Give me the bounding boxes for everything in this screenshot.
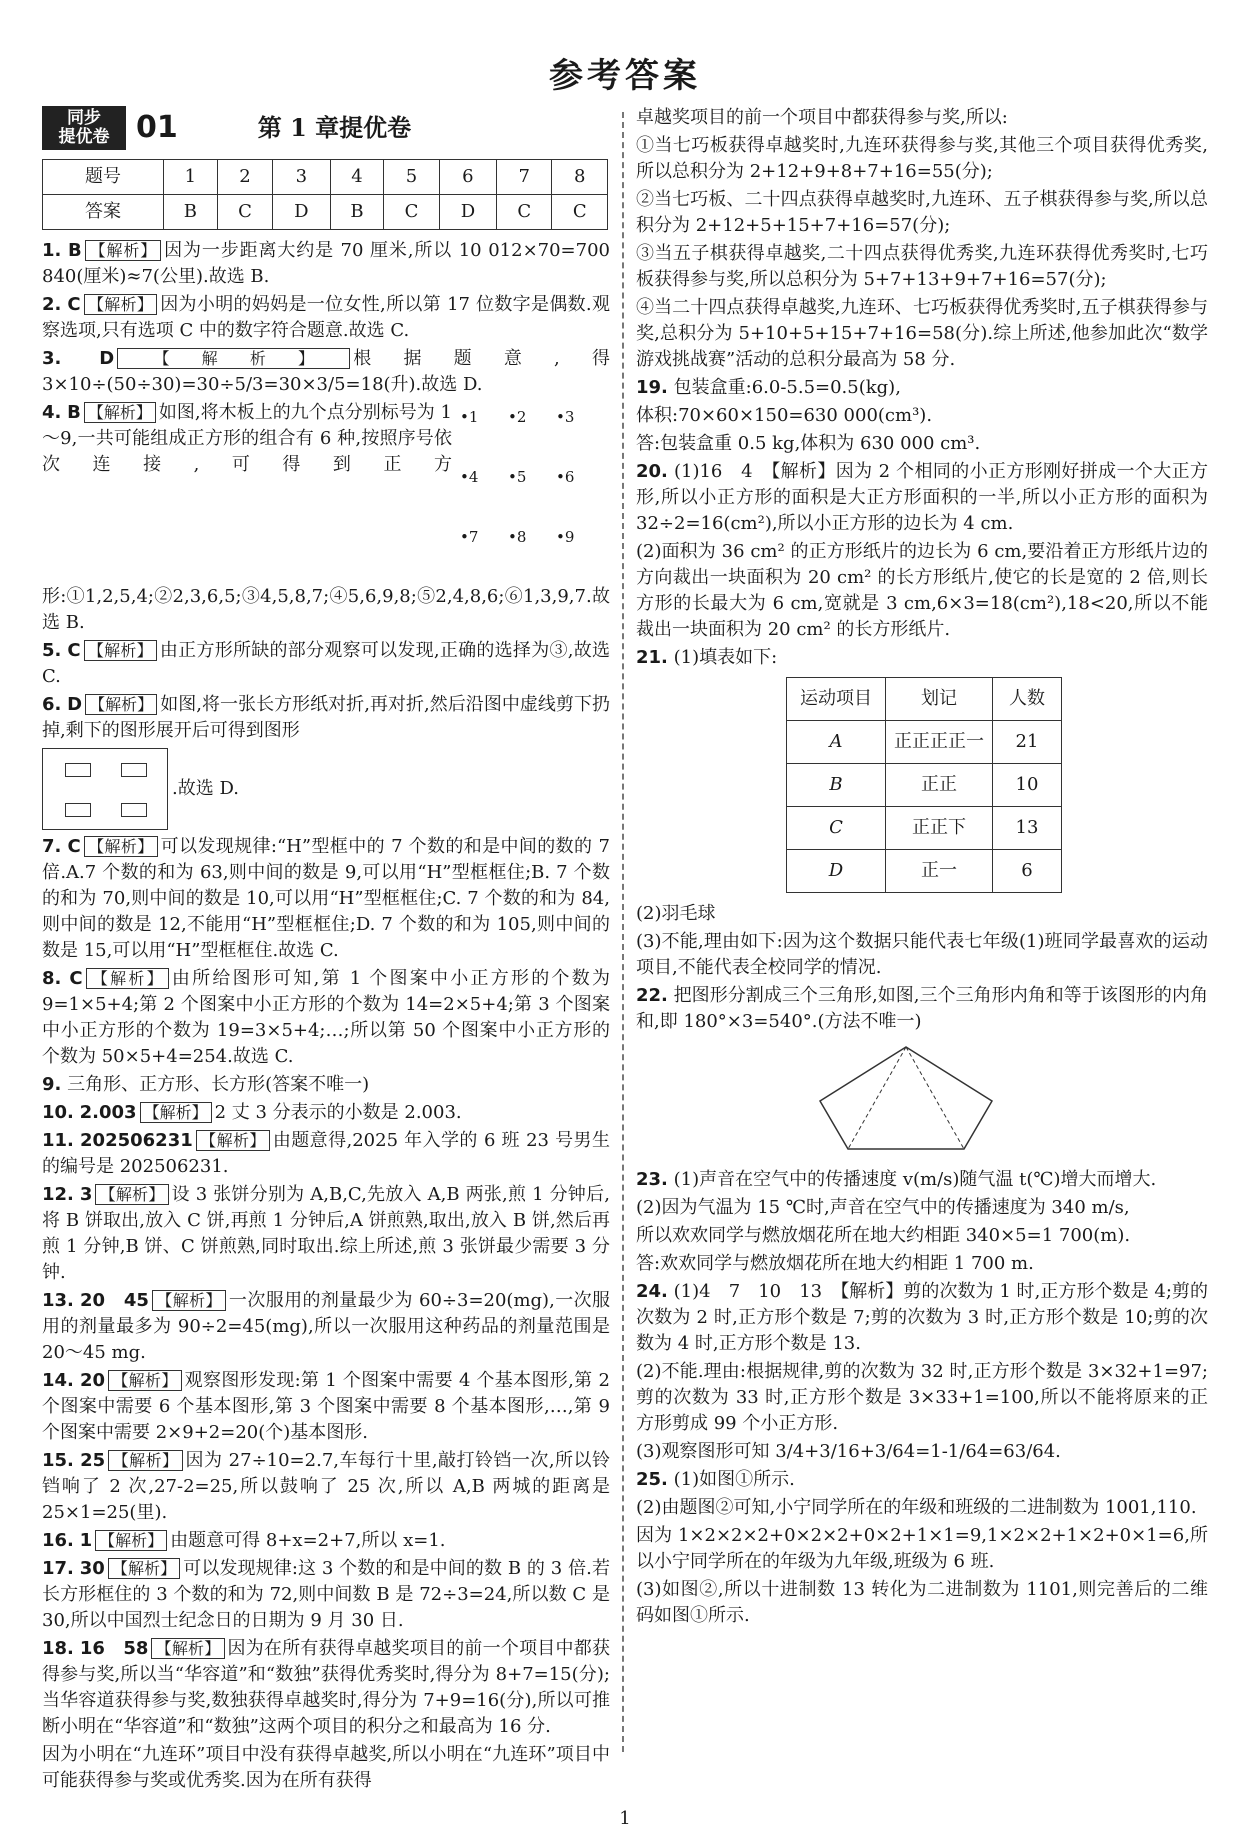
grid-dot: •1: [460, 408, 479, 426]
answer-table-answer: C: [217, 195, 272, 230]
answer-item: [636, 901, 1208, 927]
answer-item: [42, 638, 610, 690]
answer-table: [42, 159, 608, 230]
item-text: (1)填表如下:: [673, 647, 778, 668]
item-text: 因为小明的妈妈是一位女性,所以第 17 位数字是偶数.观察选项,只有选项 C 中的数字符合题意.故选 C.: [42, 294, 610, 341]
item-text: (2)羽毛球: [636, 903, 716, 924]
answer-item: [636, 241, 1208, 293]
answer-table-answer: B: [330, 195, 384, 230]
answer-item: [42, 292, 610, 344]
grid-dot: •2: [508, 408, 527, 426]
item-text: 如图,将一张长方形纸对折,再对折,然后沿图中虚线剪下扔掉,剩下的图形展开后可得到图形: [42, 694, 610, 741]
grid-dot: •5: [508, 468, 527, 486]
item-answer: D: [67, 694, 83, 715]
cut-hole: [65, 803, 91, 817]
answer-item: [636, 295, 1208, 373]
answer-item: [636, 1279, 1208, 1357]
item-text: (2)面积为 36 cm² 的正方形纸片的边长为 6 cm,要沿着正方形纸片边的方向裁出一块面积为 20 cm² 的长方形纸片,使它的长是宽的 2 倍,则长方形的长最大为 6 cm,宽就是 3 cm,6×3=18(cm²),18<20,所以不能裁出一块面积为 20 cm² 的长方形纸片.: [636, 541, 1208, 640]
item-text: 由题意得,2025 年入学的 6 班 23 号男生的编号是 202506231.: [42, 1130, 610, 1177]
jiexi-label: 【解析】: [84, 836, 158, 857]
item-number: 11.: [42, 1130, 74, 1151]
answer-item: [636, 645, 1208, 671]
item-text: (3)不能,理由如下:因为这个数据只能代表七年级(1)班同学最喜欢的运动项目,不能代表全校同学的情况.: [636, 931, 1208, 978]
item-text: 设 3 张饼分别为 A,B,C,先放入 A,B 两张,煎 1 分钟后,将 B 饼取出,放入 C 饼,再煎 1 分钟后,A 饼煎熟,取出,放入 B 饼,然后再煎 1 分钟,B 饼、C 饼煎熟,同时取出.综上所述,煎 3 张饼最少需要 3 分钟.: [42, 1184, 610, 1283]
cut-hole: [121, 803, 147, 817]
answer-item: [636, 105, 1208, 131]
answer-item: [636, 1195, 1208, 1221]
item-text: 因为小明在“九连环”项目中没有获得卓越奖,所以小明在“九连环”项目中可能获得参与奖或优秀奖.因为在所有获得: [42, 1744, 610, 1791]
item-text: 由正方形所缺的部分观察可以发现,正确的选择为③,故选 C.: [42, 640, 610, 687]
item-text: 根据题意,得 3×10÷(50÷30)=30÷5/3=30×3/5=18(升).故选 D.: [42, 348, 610, 395]
answer-item: [42, 1742, 610, 1794]
answer-table-number: 7: [497, 160, 552, 195]
tally-cell: 13: [993, 807, 1062, 850]
badge-line-2: 提优卷: [58, 127, 110, 147]
answer-table-number: 8: [552, 160, 608, 195]
item-number: 3.: [42, 348, 62, 369]
item-text: (1)4 7 10 13 【解析】剪的次数为 1 时,正方形个数是 4;剪的次数为 2 时,正方形个数是 7;剪的次数为 3 时,正方形个数是 10;剪的次数为 4 时,正方形个数是 13.: [636, 1281, 1208, 1354]
item-text: 所以欢欢同学与燃放烟花所在地大约相距 340×5=1 700(m).: [636, 1225, 1131, 1246]
item-number: 7.: [42, 836, 62, 857]
item-text: 包装盒重:6.0-5.5=0.5(kg),: [673, 377, 901, 398]
grid-dot: •3: [556, 408, 575, 426]
item-text: 可以发现规律:“H”型框中的 7 个数的和是中间的数的 7 倍.A.7 个数的和为 63,则中间的数是 9,可以用“H”型框框住;B. 7 个数的和为 70,则中间的数是 10,可以用“H”型框框住;C. 7 个数的和为 84,则中间的数是 12,不能用“H”型框框住;D. 7 个数的和为 105,则中间的数是 15,可以用“H”型框框住.故选 C.: [42, 836, 610, 961]
right-column: [636, 105, 1208, 1631]
item-number: 21.: [636, 647, 668, 668]
item-number: 20.: [636, 461, 668, 482]
item-number: 4.: [42, 402, 62, 423]
item-text: ③当五子棋获得卓越奖,二十四点获得优秀奖,九连环获得优秀奖时,七巧板获得参与奖,所以总积分为 5+7+13+9+7+16=57(分);: [636, 243, 1208, 290]
jiexi-label: 【解析】: [152, 1290, 226, 1311]
item-text: 三角形、正方形、长方形(答案不唯一): [67, 1074, 370, 1095]
jiexi-label: 【解析】: [108, 1558, 180, 1579]
answer-table-label: 题号: [43, 160, 164, 195]
answer-item: [42, 834, 610, 964]
tally-cell: 正正: [886, 764, 993, 807]
item-number: 25.: [636, 1469, 668, 1490]
item-text: 由所给图形可知,第 1 个图案中小正方形的个数为 9=1×5+4;第 2 个图案中小正方形的个数为 14=2×5+4;第 3 个图案中小正方形的个数为 19=3×5+4;…;所以第 50 个图案中小正方形的个数为 50×5+4=254.故选 C.: [42, 968, 610, 1067]
item-text: 因为在所有获得卓越奖项目的前一个项目中都获得参与奖,所以当“华容道”和“数独”获得优秀奖时,得分为 8+7=15(分);当华容道获得参与奖,数独获得卓越奖时,得分为 7+9=16(分),所以可推断小明在“华容道”和“数独”这两个项目的积分之和最高为 16 分.: [42, 1638, 610, 1737]
pentagon-figure: [816, 1043, 996, 1153]
answer-item: [636, 187, 1208, 239]
jiexi-label: 【解析】: [95, 1184, 168, 1205]
item-number: 10.: [42, 1102, 74, 1123]
answer-item: [42, 400, 610, 636]
item-number: 6.: [42, 694, 62, 715]
section-number: 01: [136, 110, 178, 145]
answer-item: [42, 1368, 610, 1446]
item-answer: 202506231: [80, 1130, 193, 1151]
item-text: (2)由题图②可知,小宁同学所在的年级和班级的二进制数为 1001,110.: [636, 1497, 1197, 1518]
answer-item: [636, 403, 1208, 429]
answer-table-answer: B: [163, 195, 217, 230]
item-number: 17.: [42, 1558, 74, 1579]
item-answer: 1: [79, 1530, 93, 1551]
item-number: 16.: [42, 1530, 74, 1551]
tally-cell: 正正下: [886, 807, 993, 850]
answer-item: [636, 133, 1208, 185]
tally-cell: D: [787, 850, 886, 893]
answer-table-number: 1: [163, 160, 217, 195]
item-text: 可以发现规律:这 3 个数的和是中间的数 B 的 3 倍.若长方形框住的 3 个数的和为 72,则中间数 B 是 72÷3=24,所以数 C 是 30,所以中国烈士纪念日的日期为 9 月 30 日.: [42, 1558, 610, 1631]
tally-cell: 10: [993, 764, 1062, 807]
item-number: 2.: [42, 294, 62, 315]
item-answer: D: [99, 348, 115, 369]
tally-header: 运动项目: [787, 678, 886, 721]
answer-list: [636, 1167, 1208, 1629]
answer-item: [42, 692, 610, 744]
item-number: 14.: [42, 1370, 74, 1391]
item-text: 2 丈 3 分表示的小数是 2.003.: [214, 1102, 462, 1123]
dot-grid-figure: [460, 404, 610, 584]
tally-cell: A: [787, 721, 886, 764]
paper-figure: [42, 748, 610, 830]
page-number: 1: [619, 1808, 631, 1829]
item-text: 由题意可得 8+x=2+7,所以 x=1.: [170, 1530, 446, 1551]
tally-header: 划记: [886, 678, 993, 721]
answer-item: [636, 1523, 1208, 1575]
item-number: 9.: [42, 1074, 62, 1095]
unfolded-paper: [42, 748, 168, 830]
answer-item: [636, 1439, 1208, 1465]
answer-item: [42, 966, 610, 1070]
grid-dot: •8: [508, 528, 527, 546]
tally-cell: 6: [993, 850, 1062, 893]
item-text: ①当七巧板获得卓越奖时,九连环获得参与奖,其他三个项目获得优秀奖,所以总积分为 2+12+9+8+7+16=55(分);: [636, 135, 1208, 182]
grid-dot: •9: [556, 528, 575, 546]
answer-item: [636, 1223, 1208, 1249]
answer-list: [42, 238, 610, 1794]
cut-hole: [65, 763, 91, 777]
jiexi-label: 【解析】: [85, 694, 157, 715]
item-number: 18.: [42, 1638, 74, 1659]
answer-table-number: 6: [439, 160, 496, 195]
jiexi-label: 【解析】: [84, 640, 157, 661]
chapter-title: 第 1 章提优卷: [257, 113, 412, 142]
jiexi-label: 【解析】: [108, 1370, 182, 1391]
item-number: 23.: [636, 1169, 668, 1190]
jiexi-label: 【解析】: [85, 240, 161, 261]
item-number: 22.: [636, 985, 668, 1006]
answer-item: [636, 983, 1208, 1035]
item-text: (2)因为气温为 15 ℃时,声音在空气中的传播速度为 340 m/s,: [636, 1197, 1130, 1218]
badge-line-1: 同步: [67, 108, 101, 128]
item-text: 因为一步距离大约是 70 厘米,所以 10 012×70=700 840(厘米)≈7(公里).故选 B.: [42, 240, 610, 287]
answer-table-number: 3: [273, 160, 330, 195]
answer-list: [636, 901, 1208, 1035]
item-text: (1)声音在空气中的传播速度 v(m/s)随气温 t(℃)增大而增大.: [673, 1169, 1157, 1190]
tally-cell: 21: [993, 721, 1062, 764]
item-text: 因为 27÷10=2.7,车每行十里,敲打铃铛一次,所以铃铛响了 2 次,27-2=25,所以鼓响了 25 次,所以 A,B 两城的距离是 25×1=25(里).: [42, 1450, 610, 1523]
item-answer: 2.003: [79, 1102, 137, 1123]
jiexi-label: 【解析】: [86, 968, 169, 989]
item-number: 5.: [42, 640, 62, 661]
item-number: 13.: [42, 1290, 74, 1311]
answer-table-number: 5: [384, 160, 439, 195]
jiexi-label: 【解析】: [196, 1130, 270, 1151]
answer-table-answer: C: [552, 195, 608, 230]
item-answer: C: [67, 294, 81, 315]
answer-item: [42, 1636, 610, 1740]
section-header: [42, 105, 610, 151]
answer-item: [42, 1528, 610, 1554]
item-text: 一次服用的剂量最少为 60÷3=20(mg),一次服用的剂量最多为 90÷2=45(mg),所以一次服用这种药品的剂量范围是 20～45 mg.: [42, 1290, 610, 1363]
tally-cell: 正正正正一: [886, 721, 993, 764]
answer-table-answer: D: [273, 195, 330, 230]
answer-table-number: 2: [217, 160, 272, 195]
jiexi-label: 【解析】: [117, 348, 350, 369]
answer-item: [42, 1100, 610, 1126]
item-answer: C: [67, 640, 81, 661]
item-answer: 20: [79, 1370, 106, 1391]
item-answer: 30: [79, 1558, 105, 1579]
item-number: 8.: [42, 968, 62, 989]
item-text: 答:包装盒重 0.5 kg,体积为 630 000 cm³.: [636, 433, 981, 454]
item-text: 把图形分割成三个三角形,如图,三个三角形内角和等于该图形的内角和,即 180°×3=540°.(方法不唯一): [636, 985, 1208, 1032]
jiexi-label: 【解析】: [108, 1450, 182, 1471]
item-text: 如图,将木板上的九个点分别标号为 1～9,一共可能组成正方形的组合有 6 种,按照序号依次连接,可得到正方形:①1,2,5,4;②2,3,6,5;③4,5,8,7;④5,6,9,8;⑤2,4,8,6;⑥1,3,9,7.故选 B.: [42, 402, 610, 633]
jiexi-label: 【解析】: [95, 1530, 167, 1551]
answer-table-answer: C: [497, 195, 552, 230]
answer-item: [42, 238, 610, 290]
answer-item: [42, 1182, 610, 1286]
answer-item: [636, 459, 1208, 537]
answer-item: [636, 1577, 1208, 1629]
item-number: 1.: [42, 240, 62, 261]
answer-item: [636, 1495, 1208, 1521]
answer-list: [636, 105, 1208, 671]
item-answer: B: [67, 240, 82, 261]
tally-table: [786, 677, 1062, 893]
item-text: 观察图形发现:第 1 个图案中需要 4 个基本图形,第 2 个图案中需要 6 个基本图形,第 3 个图案中需要 8 个基本图形,…,第 9 个图案中需要 2×9+2=20(个)基本图形.: [42, 1370, 610, 1443]
answer-table-label: 答案: [43, 195, 164, 230]
item-answer: B: [67, 402, 81, 423]
answer-item: [636, 929, 1208, 981]
item-text: (1)16 4 【解析】因为 2 个相同的小正方形刚好拼成一个大正方形,所以小正方形的面积是大正方形面积的一半,所以小正方形的面积为 32÷2=16(cm²),所以小正方形的边长为 4 cm.: [636, 461, 1208, 534]
answer-item: [42, 346, 610, 398]
cut-hole: [121, 763, 147, 777]
item-text: ②当七巧板、二十四点获得卓越奖时,九连环、五子棋获得参与奖,所以总积分为 2+12+5+15+7+16=57(分);: [636, 189, 1208, 236]
item-text: (3)如图②,所以十进制数 13 转化为二进制数为 1101,则完善后的二维码如图①所示.: [636, 1579, 1208, 1626]
answer-table-answer: C: [384, 195, 439, 230]
item-answer: 3: [79, 1184, 93, 1205]
jiexi-label: 【解析】: [84, 402, 156, 423]
item-text: .故选 D.: [172, 778, 239, 799]
item-text: 体积:70×60×150=630 000(cm³).: [636, 405, 933, 426]
page-title: 参考答案: [549, 56, 701, 96]
left-column: [42, 105, 610, 1796]
item-text: ④当二十四点获得卓越奖,九连环、七巧板获得优秀奖时,五子棋获得参与奖,总积分为 5+10+5+15+7+16=58(分).综上所述,他参加此次“数学游戏挑战赛”活动的总积分最高为 58 分.: [636, 297, 1208, 370]
grid-dot: •6: [556, 468, 575, 486]
item-answer: C: [67, 836, 81, 857]
answer-item: [636, 539, 1208, 643]
column-divider: [622, 112, 624, 1752]
item-text: (1)如图①所示.: [673, 1469, 795, 1490]
tally-cell: C: [787, 807, 886, 850]
item-number: 12.: [42, 1184, 74, 1205]
item-text: (2)不能.理由:根据规律,剪的次数为 32 时,正方形个数是 3×32+1=97;剪的次数为 33 时,正方形个数是 3×33+1=100,所以不能将原来的正方形剪成 99 个小正方形.: [636, 1361, 1208, 1434]
tally-cell: B: [787, 764, 886, 807]
grid-dot: •7: [460, 528, 479, 546]
jiexi-label: 【解析】: [151, 1638, 224, 1659]
answer-item: [636, 1467, 1208, 1493]
item-answer: 25: [80, 1450, 106, 1471]
answer-item: [42, 1556, 610, 1634]
jiexi-label: 【解析】: [140, 1102, 212, 1123]
answer-item: [42, 1128, 610, 1180]
answer-item: [42, 1288, 610, 1366]
item-number: 24.: [636, 1281, 668, 1302]
answer-item: [42, 1072, 610, 1098]
grid-dot: •4: [460, 468, 479, 486]
answer-table-answer: D: [439, 195, 496, 230]
section-badge: [42, 106, 126, 150]
item-text: (3)观察图形可知 3/4+3/16+3/64=1-1/64=63/64.: [636, 1441, 1061, 1462]
tally-cell: 正一: [886, 850, 993, 893]
answer-item: [636, 1251, 1208, 1277]
tally-header: 人数: [993, 678, 1062, 721]
item-answer: 16 58: [79, 1638, 149, 1659]
item-text: 卓越奖项目的前一个项目中都获得参与奖,所以:: [636, 107, 1008, 128]
item-text: 答:欢欢同学与燃放烟花所在地大约相距 1 700 m.: [636, 1253, 1034, 1274]
answer-item: [636, 1359, 1208, 1437]
item-number: 19.: [636, 377, 668, 398]
answer-item: [636, 1167, 1208, 1193]
item-answer: 20 45: [80, 1290, 149, 1311]
item-text: 因为 1×2×2×2+0×2×2+0×2+1×1=9,1×2×2+1×2+0×1=6,所以小宁同学所在的年级为九年级,班级为 6 班.: [636, 1525, 1208, 1572]
answer-item: [636, 431, 1208, 457]
answer-table-number: 4: [330, 160, 384, 195]
jiexi-label: 【解析】: [84, 294, 158, 315]
answer-item: [636, 375, 1208, 401]
item-answer: C: [69, 968, 83, 989]
answer-item: [42, 1448, 610, 1526]
item-number: 15.: [42, 1450, 74, 1471]
